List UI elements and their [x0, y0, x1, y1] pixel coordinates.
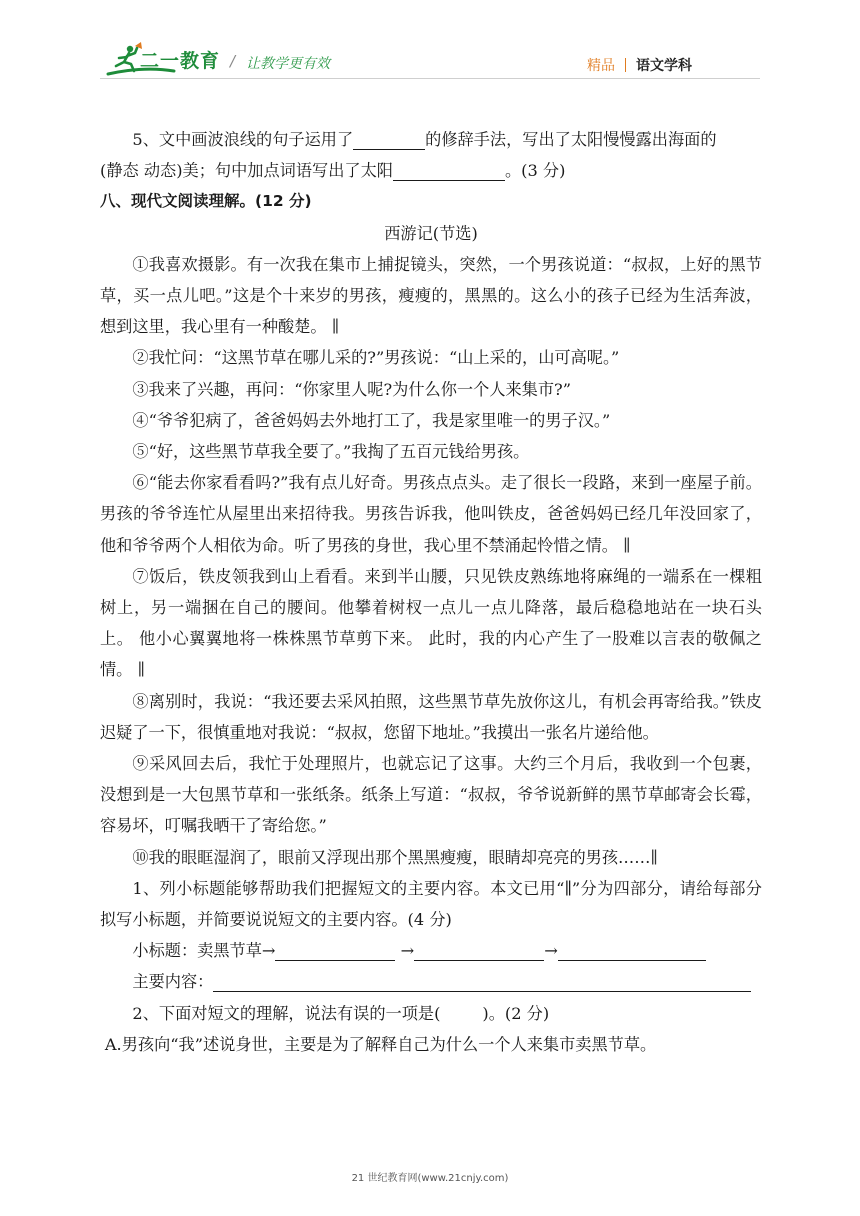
page-footer: 21 世纪教育网(www.21cnjy.com): [351, 1173, 509, 1184]
header-right: [587, 55, 692, 75]
paragraph-2: ②我忙问：“这黑节草在哪儿采的?”男孩说：“山上采的，山可高呢。”: [132, 348, 620, 368]
paragraph-4: ④“爷爷犯病了，爸爸妈妈去外地打工了，我是家里唯一的男子汉。”: [132, 410, 611, 430]
passage-title: 西游记(节选): [384, 223, 478, 243]
question-2: [100, 998, 762, 1029]
quality-tag: 精品: [587, 58, 615, 74]
slogan: 让教学更有效: [246, 56, 330, 72]
paragraph-5: ⑤“好，这些黑节草我全要了。”我掏了五百元钱给男孩。: [132, 442, 530, 462]
paragraph-7-text: ⑦饭后，铁皮领我到山上看看。来到半山腰，只见铁皮熟练地将麻绳的一端系在一棵粗树上，另一端捆在自己的腰间。他攀着树杈一点儿一点儿降落，最后稳稳地站在一块石头上。 他小心翼翼地将一株株黑节草剪下来。 此时，我的内心产生了一股难以言表的敬佩之情。: [100, 566, 762, 680]
subtitle-line: [100, 935, 762, 966]
summary-label: 主要内容：: [132, 972, 214, 992]
paragraph-8: ⑧离别时，我说：“我还要去采风拍照，这些黑节草先放你这儿，有机会再寄给我。”铁皮迟疑了一下，很慎重地对我说：“叔叔，您留下地址。”我摸出一张名片递给他。: [100, 691, 762, 742]
question-5: [100, 124, 762, 155]
paragraph-1-text: ①我喜欢摄影。有一次我在集市上捕捉镜头，突然，一个男孩说道：“叔叔，上好的黑节草，买一点儿吧。”这是个十来岁的男孩，瘦瘦的，黑黑的。这么小的孩子已经为生活奔波，想到这里，我心里有一种酸楚。: [100, 254, 762, 337]
paragraph-10: [100, 842, 762, 873]
arrow-icon: →: [261, 941, 276, 961]
summary-blank[interactable]: [213, 971, 751, 992]
document-body: [100, 124, 762, 1060]
summary-line: [100, 966, 762, 997]
question-1: 1、列小标题能够帮助我们把握短文的主要内容。本文已用“∥”分为四部分，请给每部分拟写小标题，并简要说说短文的主要内容。(4 分): [100, 878, 762, 930]
subtitle-blank-2[interactable]: [275, 940, 395, 961]
paragraph-6-text: ⑥“能去你家看看吗?”我有点儿好奇。男孩点点头。走了很长一段路，来到一座屋子前。男孩的爷爷连忙从屋里出来招待我。男孩告诉我，他叫铁皮，爸爸妈妈已经几年没回家了，他和爷爷两个人相依为命。听了男孩的身世，我心里不禁涌起怜惜之情。: [100, 473, 762, 555]
header-separator: [625, 58, 626, 72]
slogan-divider: /: [230, 52, 236, 70]
division-mark: ∥: [137, 660, 146, 680]
q2-text-a: 2、下面对短文的理解，说法有误的一项是(: [132, 1003, 441, 1023]
q2-text-b: )。(2 分): [482, 1003, 550, 1023]
q5-text-d: 。(3 分): [504, 161, 566, 181]
q5-text-b: 的修辞手法，写出了太阳慢慢露出海面的: [425, 130, 717, 149]
paragraph-10-text: ⑩我的眼眶湿润了，眼前又浮现出那个黑黑瘦瘦，眼睛却亮亮的男孩……: [132, 847, 651, 867]
subtitle-label: 小标题：卖黑节草: [132, 941, 262, 961]
division-mark: ∥: [623, 535, 631, 555]
page-header: [0, 0, 860, 90]
paragraph-7: [100, 561, 762, 686]
subject-label: 语文学科: [636, 58, 692, 74]
q5-blank-sun[interactable]: [393, 160, 505, 181]
subtitle-blank-3[interactable]: [414, 940, 544, 961]
question-5-cont: [100, 155, 762, 186]
paragraph-6: [100, 467, 762, 561]
paragraph-1: [100, 249, 762, 343]
division-mark: ∥: [331, 317, 340, 337]
header-rule: [100, 78, 760, 79]
paragraph-3: ③我来了兴趣，再问：“你家里人呢?为什么你一个人来集市?”: [132, 379, 571, 399]
q5-text-a: 5、文中画波浪线的句子运用了: [132, 130, 354, 149]
logo-text: 二一教育: [140, 50, 221, 72]
q5-text-c: (静态 动态)美；句中加点词语写出了太阳: [100, 161, 393, 181]
option-a: A.男孩向“我”述说身世，主要是为了解释自己为什么一个人来集市卖黑节草。: [104, 1034, 657, 1054]
arrow-icon: →: [400, 941, 415, 961]
section-heading: 八、现代文阅读理解。(12 分): [100, 192, 312, 211]
division-mark: ∥: [650, 847, 658, 867]
arrow-icon: →: [544, 941, 558, 961]
q5-blank-rhetoric[interactable]: [353, 129, 425, 150]
paragraph-9: ⑨采风回去后，我忙于处理照片，也就忘记了这事。大约三个月后，我收到一个包裹，没想到是一大包黑节草和一张纸条。纸条上写道：“叔叔，爷爷说新鲜的黑节草邮寄会长霉，容易坏，叮嘱我晒干了寄给您。”: [100, 754, 762, 836]
subtitle-blank-4[interactable]: [558, 940, 706, 961]
